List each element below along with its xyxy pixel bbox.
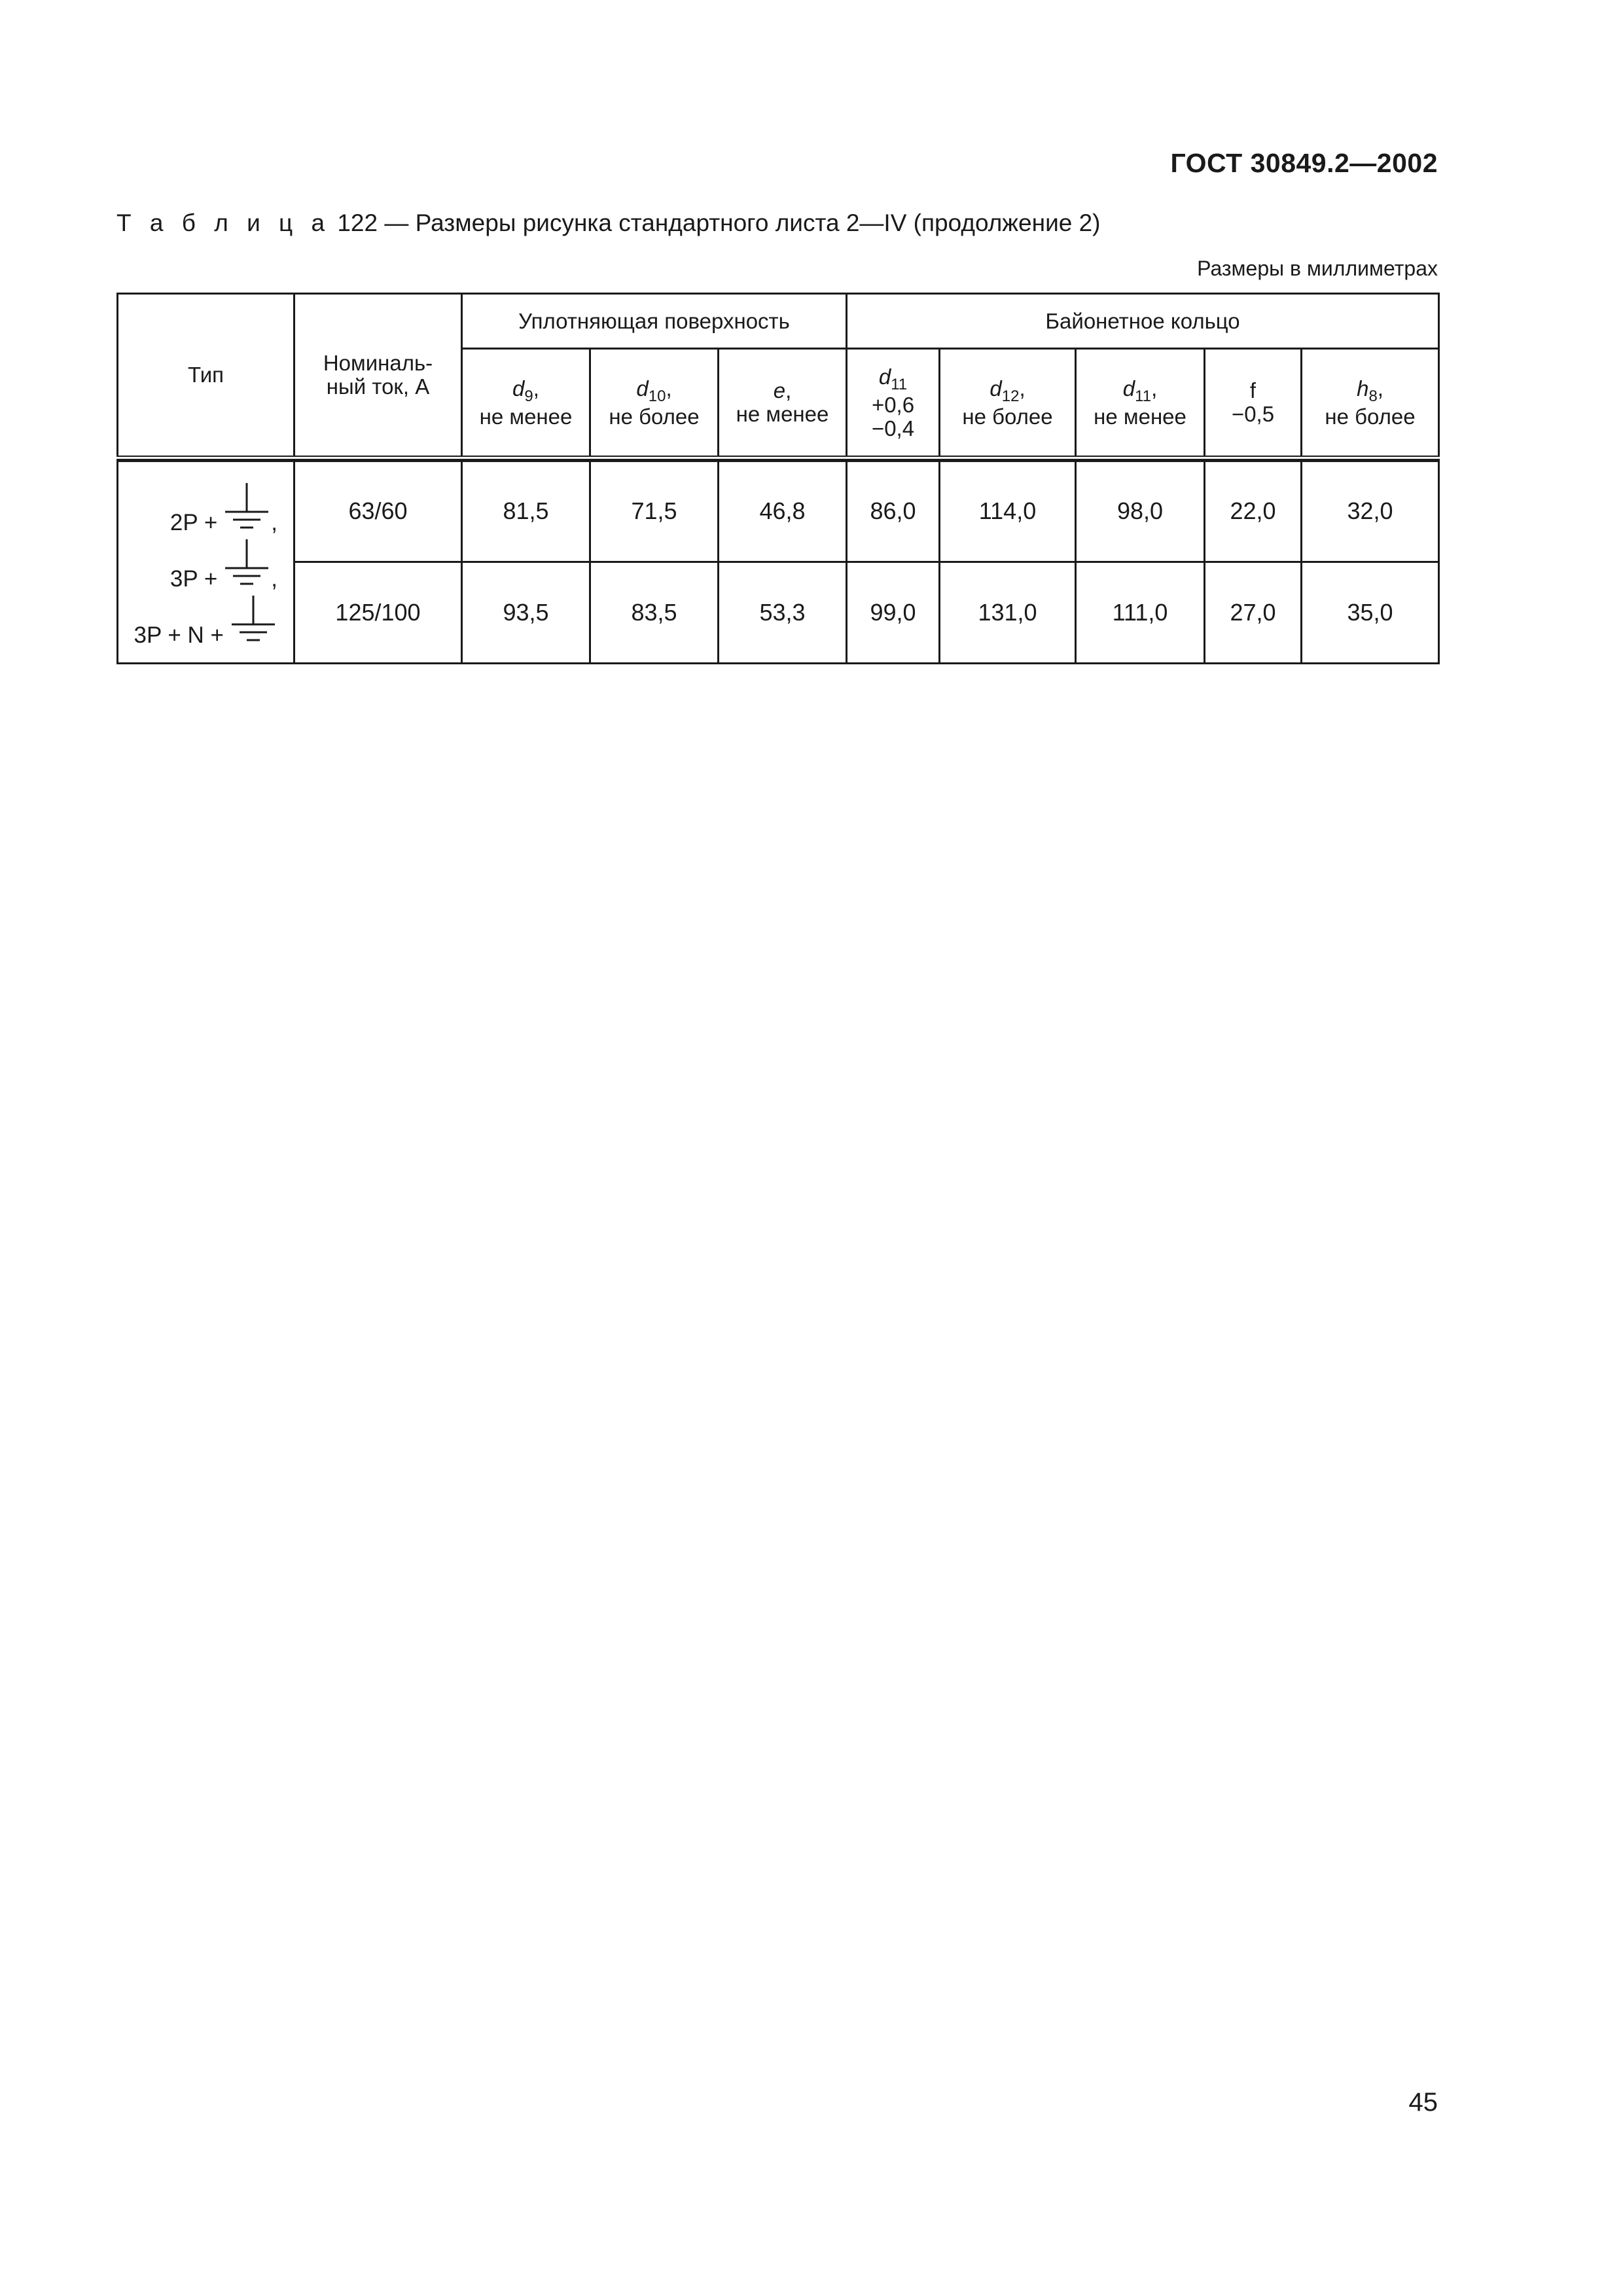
caption-text: 122 — Размеры рисунка стандартного листа 2—IV (продолжение 2) [330,209,1101,236]
caption-label: Т а б л и ц а [116,209,331,236]
col-d11-min-header: $d_{11}$, не менее [1076,349,1205,458]
earth-ground-icon [229,594,277,647]
group-seal-surface-header: Уплотняющая поверхность [462,294,847,349]
col-e-header: e, не менее [719,349,847,458]
cell-d12: 114,0 [940,461,1076,562]
type-list [118,478,293,647]
cell-d10: 71,5 [590,461,719,562]
earth-ground-icon [223,538,271,590]
units-note: Размеры в миллиметрах [1197,257,1438,280]
page-number: 45 [1408,2088,1438,2117]
document-id: ГОСТ 30849.2—2002 [1170,148,1438,178]
table-caption [116,209,1101,237]
cell-current: 63/60 [294,461,462,562]
cell-d11-tolerance: 99,0 [847,562,940,664]
cell-d11-tolerance: 86,0 [847,461,940,562]
group-bayonet-ring-header: Байонетное кольцо [847,294,1439,349]
col-d11-tolerance-header: $d_{11}$ +0,6 −0,4 [847,349,940,458]
cell-d12: 131,0 [940,562,1076,664]
cell-e: 46,8 [719,461,847,562]
cell-d11-min: 111,0 [1076,562,1205,664]
earth-ground-icon [223,482,271,534]
col-d12-header: $d_{12}$, не более [940,349,1076,458]
cell-current: 125/100 [294,562,462,664]
cell-d11-min: 98,0 [1076,461,1205,562]
dimensions-table [116,293,1440,664]
table-row [118,562,1439,664]
type-item: 3P + , [118,534,277,590]
cell-h8: 32,0 [1302,461,1439,562]
type-cell [118,461,294,663]
cell-f: 22,0 [1205,461,1302,562]
type-item: 3P + N + [118,590,277,647]
col-current-header: Номиналь- ный ток, А [294,294,462,458]
col-f-header: f −0,5 [1205,349,1302,458]
cell-d9: 81,5 [462,461,590,562]
col-d10-header: $d_{10}$, не более [590,349,719,458]
cell-d10: 83,5 [590,562,719,664]
type-item: 2P + , [118,478,277,534]
cell-h8: 35,0 [1302,562,1439,664]
table-row [118,461,1439,562]
col-type-header: Тип [118,294,294,458]
cell-d9: 93,5 [462,562,590,664]
cell-f: 27,0 [1205,562,1302,664]
cell-e: 53,3 [719,562,847,664]
col-d9-header: $d_9$, не менее [462,349,590,458]
col-h8-header: $h_8$, не более [1302,349,1439,458]
